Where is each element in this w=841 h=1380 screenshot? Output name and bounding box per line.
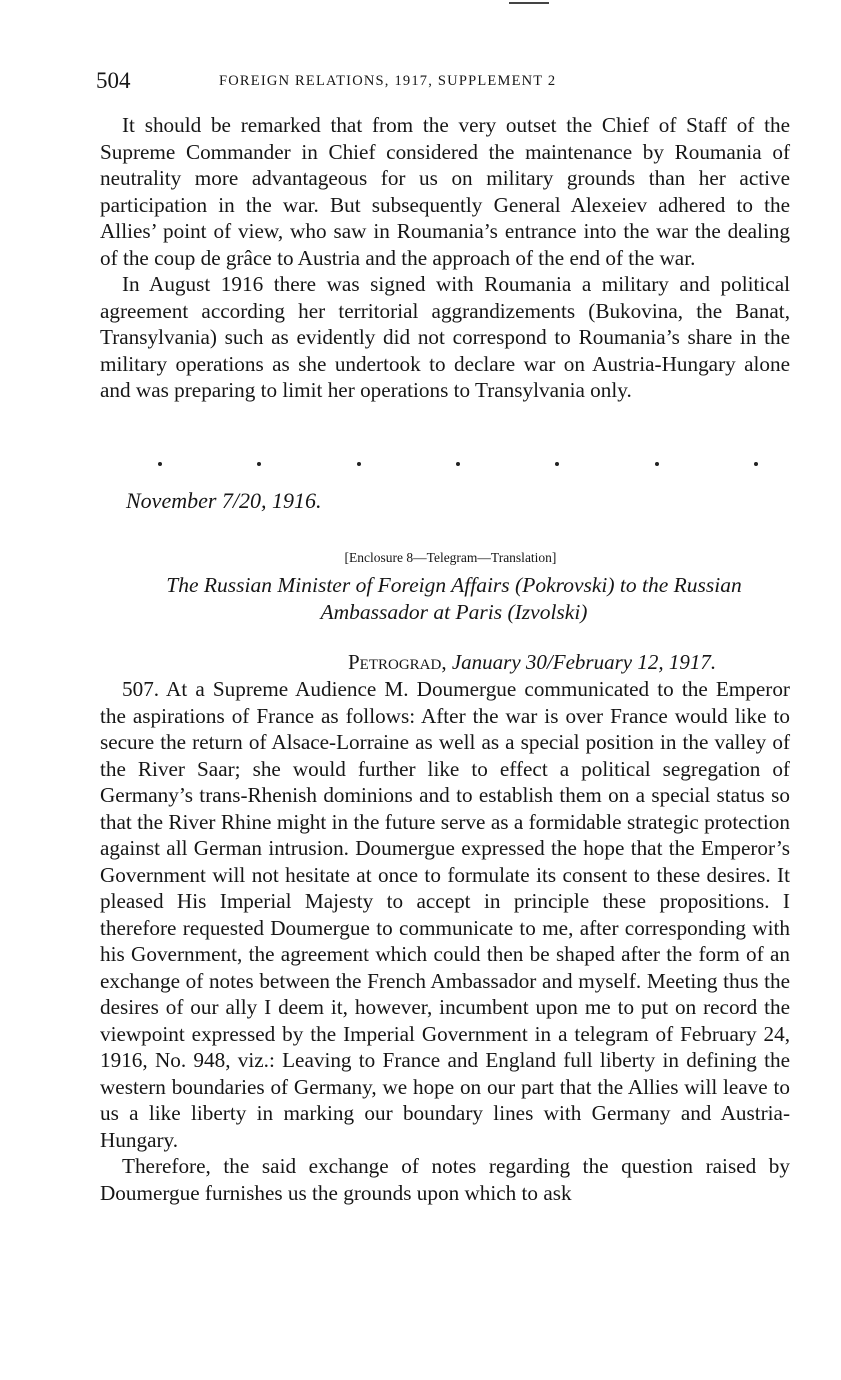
paragraph-3: 507. At a Supreme Audience M. Doumergue communicated to the Emperor the aspirations of France as follows: After the war is over France would like to secure the return of Alsace-Lorraine as well as a special position in the valley of the River Saar; she would further like to effect a political segregation of Germany’s trans-Rhenish dominions and to establish them on a special status so that the River Rhine might in the future serve as a formidable strategic protection against all German intrusion. Doumergue expressed the hope that the Emperor’s Government will not hesitate at once to formulate its consent to these desires. It pleased His Imperial Majesty to accept in principle these propositions. I therefore requested Doumergue to communicate to me, after corresponding with his Government, the agreement which could then be shaped after the form of an exchange of notes between the French Ambassador and myself. Meeting thus the desires of our ally I deem it, however, incumbent upon me to put on record the viewpoint expressed by the Imperial Government in a telegram of February 24, 1916, No. 948, viz.: Leaving to France and England full liberty in defining the western boundaries of Germany, we hope on our part that the Allies will leave to us a like liberty in marking our boundary lines with Germany and Austria-Hungary. [100, 677, 790, 1152]
ellipsis-dot [754, 462, 758, 466]
section1-body [100, 112, 790, 404]
document-title [104, 572, 804, 626]
dateline: November 7/20, 1916. [126, 488, 322, 513]
page-header [96, 66, 796, 96]
ellipsis-dot [655, 462, 659, 466]
section2-body [100, 676, 790, 1206]
ellipsis-row [158, 462, 758, 482]
page-number: 504 [96, 68, 131, 93]
date: January 30/February 12, 1917. [451, 650, 717, 674]
document-title-line-2: Ambassador at Paris (Izvolski) [320, 600, 588, 624]
place: Petrograd, [348, 650, 447, 674]
ellipsis-dot [357, 462, 361, 466]
paragraph-2: In August 1916 there was signed with Roumania a military and political agreement according her territorial aggrandizements (Bukovina, the Banat, Transylvania) such as evidently did not correspond to Roumania’s share in the military operations as she undertook to declare war on Austria-Hungary alone and was preparing to limit her operations to Transylvania only. [100, 272, 790, 402]
ellipsis-dot [158, 462, 162, 466]
document-title-line-1: The Russian Minister of Foreign Affairs (Pokrovski) to the Russian [166, 573, 742, 597]
ellipsis-dot [555, 462, 559, 466]
ellipsis-dot [257, 462, 261, 466]
place-date-line [348, 648, 716, 676]
ellipsis-dot [456, 462, 460, 466]
top-rule [509, 2, 549, 4]
running-head: FOREIGN RELATIONS, 1917, SUPPLEMENT 2 [219, 73, 557, 89]
paragraph-1: It should be remarked that from the very outset the Chief of Staff of the Supreme Commander in Chief considered the maintenance by Roumania of neutrality more advantageous for us on military grounds than her active participation in the war. But subsequently General Alexeiev adhered to the Allies’ point of view, who saw in Roumania’s entrance into the war the dealing of the coup de grâce to Austria and the approach of the end of the war. [100, 113, 790, 270]
paragraph-4: Therefore, the said exchange of notes regarding the question raised by Doumergue furnishes us the grounds upon which to ask [100, 1154, 790, 1205]
enclosure-label: [Enclosure 8—Telegram—Translation] [344, 550, 557, 565]
